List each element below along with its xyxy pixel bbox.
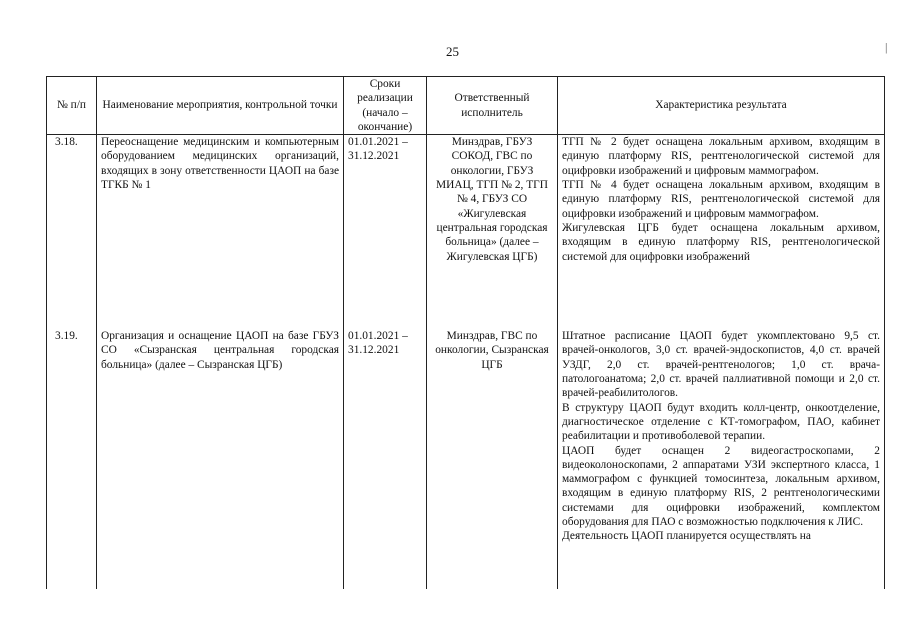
responsible-executor: Минздрав, ГВС по онкологии, Сызранская ЦГБ xyxy=(427,329,558,589)
result-paragraph: В структуру ЦАОП будут входить колл-центр, онкоотделение, диагностическое отделение с КТ-томографом, ПАО, кабинет реабилитации и противоболевой терапии. xyxy=(562,401,880,443)
row-number: 3.18. xyxy=(47,135,97,330)
header-dates: Сроки реализации (начало – окончание) xyxy=(344,77,427,135)
row-number: 3.19. xyxy=(47,329,97,589)
header-name: Наименование мероприятия, контрольной точки xyxy=(97,77,344,135)
result-description xyxy=(558,135,885,330)
result-description xyxy=(558,329,885,589)
header-result: Характеристика результата xyxy=(558,77,885,135)
result-paragraph: ЦАОП будет оснащен 2 видеогастроскопами, 2 видеоколоноскопами, 2 аппаратами УЗИ экспертного класса, 1 маммографом с функцией томосинтеза, локальным архивом, входящим в единую платформу RIS, 2 рентгенологическими системами для оцифровки изображений, комплектом оборудования для ПАО с возможностью подключения к ЛИС. xyxy=(562,444,880,529)
table-row xyxy=(47,135,885,330)
corner-mark: | xyxy=(885,40,888,54)
result-paragraph: Жигулевская ЦГБ будет оснащена локальным архивом, входящим в единую платформу RIS, рентгенологической системой для оцифровки изображений xyxy=(562,221,880,263)
result-paragraph: Штатное расписание ЦАОП будет укомплектовано 9,5 ст. врачей-онкологов, 3,0 ст. врачей-эндоскопистов, 4,0 ст. врачей УЗДГ, 2,0 ст. врачей-рентгенологов; 1,0 ст. врача-патологоанатома; 2,0 ст. врачей паллиативной помощи и 2,0 ст. врачей-реабилитологов. xyxy=(562,330,880,400)
responsible-executor: Минздрав, ГБУЗ СОКОД, ГВС по онкологии, ГБУЗ МИАЦ, ТГП № 2, ТГП № 4, ГБУЗ СО «Жигулевская центральная городская больница» (далее – Жигулевская ЦГБ) xyxy=(427,135,558,330)
header-responsible: Ответственный исполнитель xyxy=(427,77,558,135)
event-dates: 01.01.2021 – 31.12.2021 xyxy=(344,135,427,330)
result-paragraph: ТГП № 2 будет оснащена локальным архивом, входящим в единую платформу RIS, рентгенологической системой для оцифровки изображений и цифровым маммографом. xyxy=(562,136,880,177)
table-header xyxy=(47,77,885,135)
plan-table xyxy=(46,76,885,589)
table-row xyxy=(47,329,885,589)
result-paragraph: ТГП № 4 будет оснащена локальным архивом, входящим в единую платформу RIS, рентгенологической системой для оцифровки изображений и цифровым маммографом. xyxy=(562,179,880,220)
result-paragraph: Деятельность ЦАОП планируется осуществлять на xyxy=(562,530,811,543)
event-name: Организация и оснащение ЦАОП на базе ГБУЗ СО «Сызранская центральная городская больница» (далее – Сызранская ЦГБ) xyxy=(97,329,344,589)
page-number: 25 xyxy=(446,44,459,59)
event-dates: 01.01.2021 – 31.12.2021 xyxy=(344,329,427,589)
event-name: Переоснащение медицинским и компьютерным оборудованием медицинских организаций, входящих в зону ответственности ЦАОП на базе ТГКБ № 1 xyxy=(97,135,344,330)
header-num: № п/п xyxy=(47,77,97,135)
